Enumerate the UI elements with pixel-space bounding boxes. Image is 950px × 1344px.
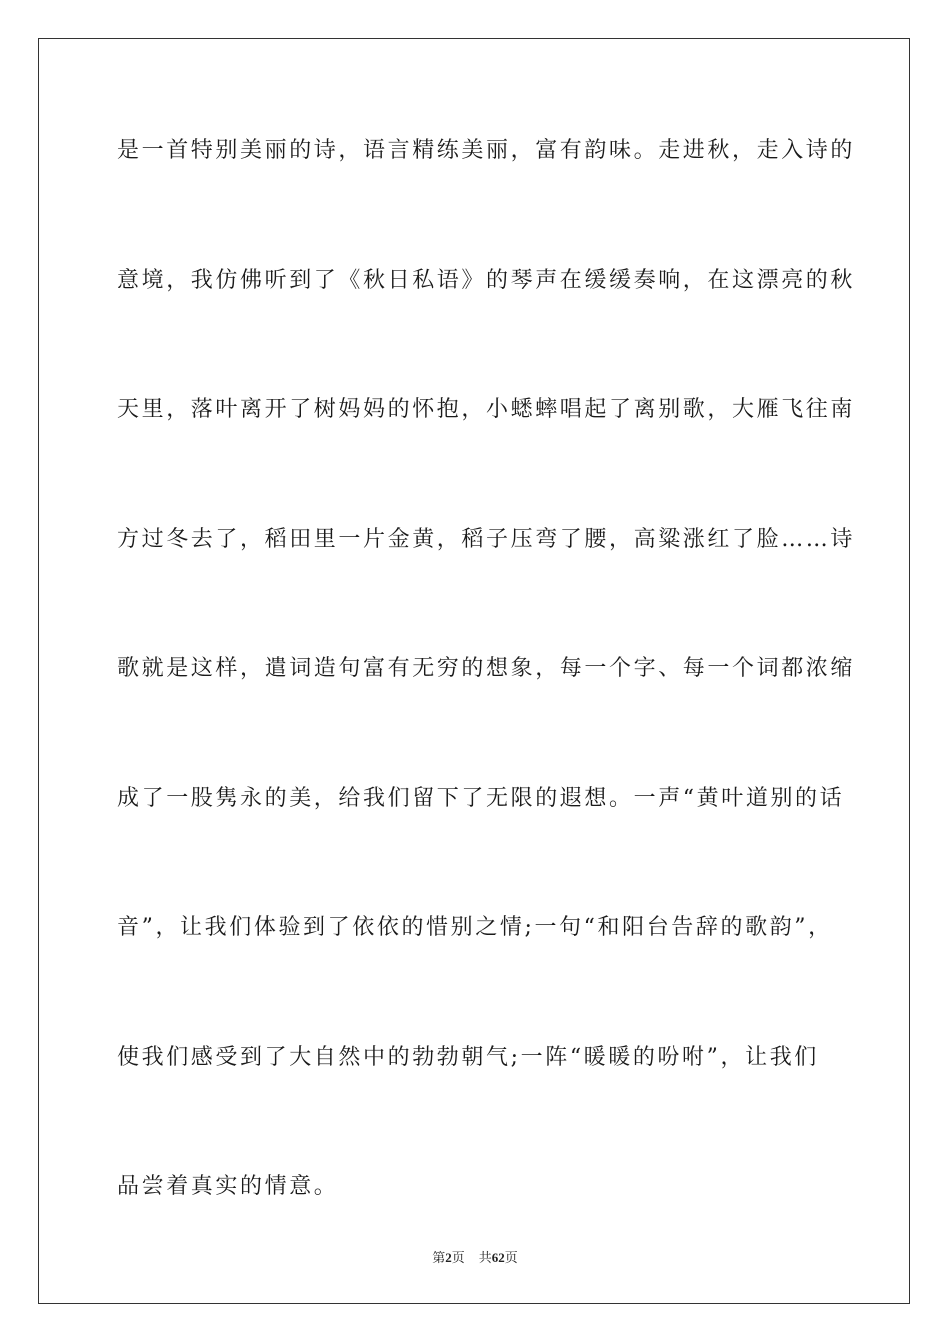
total-pages: 62 [491,1250,505,1265]
paragraph-line: 使我们感受到了大自然中的勃勃朝气;一阵“暖暖的吩咐”，让我们 [117,1044,819,1070]
paragraph-line: 音”，让我们体验到了依依的惜别之情;一句“和阳台告辞的歌韵”， [117,915,833,940]
paragraph-line: 歌就是这样，遣词造句富有无穷的想象，每一个字、每一个词都浓缩 [117,656,856,681]
page-number: 2 [445,1250,452,1265]
paragraph-line: 是一首特别美丽的诗，语言精练美丽，富有韵味。走进秋，走入诗的 [117,138,856,163]
paragraph-line: 意境，我仿佛听到了《秋日私语》的琴声在缓缓奏响，在这漂亮的秋 [117,267,856,293]
page-prefix: 第 [432,1251,446,1266]
paragraph-line: 天里，落叶离开了树妈妈的怀抱，小蟋蟀唱起了离别歌，大雁飞往南 [117,397,856,422]
paragraph-line: 成了一股隽永的美，给我们留下了无限的遐想。一声“黄叶道别的话 [117,785,845,811]
total-suffix: 页 [504,1251,518,1266]
paragraph-line: 品尝着真实的情意。 [117,1174,339,1199]
page-suffix: 页 [451,1251,465,1266]
document-body [117,130,856,1296]
page-footer [0,1247,950,1266]
total-prefix: 共 [478,1251,492,1266]
paragraph-line: 方过冬去了，稻田里一片金黄，稻子压弯了腰，高粱涨红了脸……诗 [117,526,856,552]
